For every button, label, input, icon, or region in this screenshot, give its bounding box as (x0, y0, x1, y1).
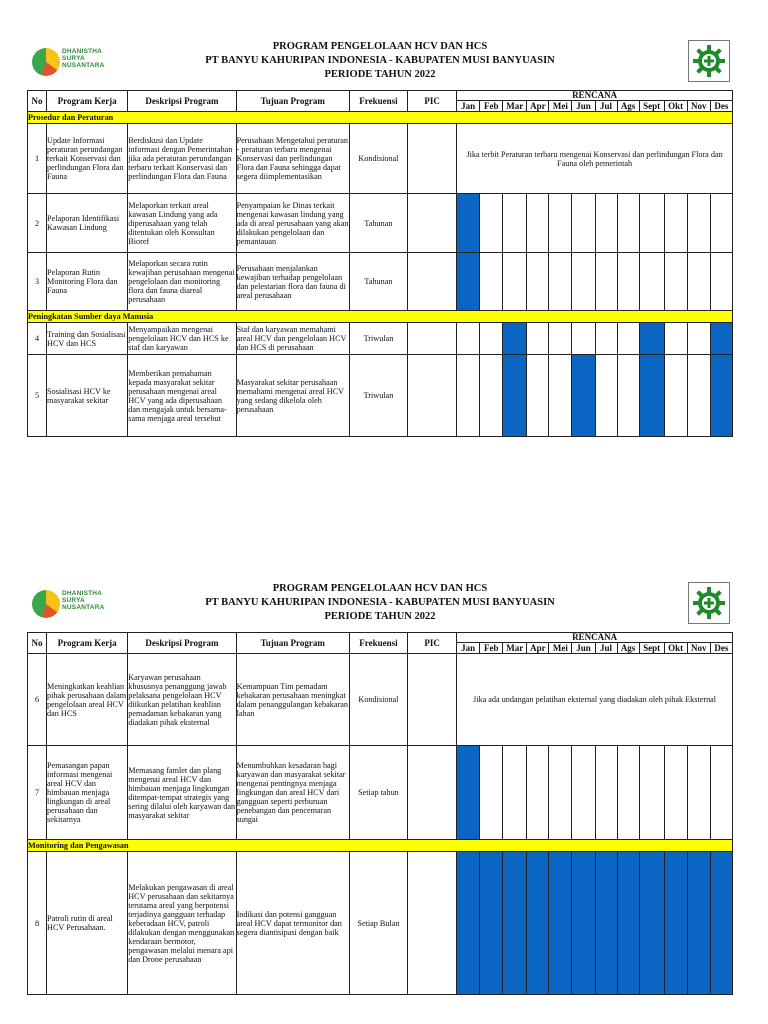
month-header: Nov (687, 101, 710, 112)
plan-cell-filled (710, 323, 732, 355)
col-header-tujuan: Tujuan Program (236, 91, 349, 112)
pic (408, 654, 457, 746)
table-row (28, 124, 733, 194)
plan-cell-empty (503, 253, 527, 311)
frekuensi: Kondisional (349, 124, 407, 194)
plan-cell-filled (457, 194, 480, 253)
plan-cell-empty (527, 323, 549, 355)
schedule-note: Jika ada undangan pelatihan eksternal yang diadakan oleh pihak Eksternal (457, 654, 733, 746)
plan-cell-filled (572, 852, 595, 995)
month-header: Okt (664, 643, 687, 654)
plan-cell-empty (572, 746, 595, 840)
deskripsi-program: Memasang famlet dan plang mengenai areal HCV dan himbauan menjaga lingkungan ditempat-tempat strategis yang sering dilalui oleh karyawan dan masyarakat sekitar (128, 746, 236, 840)
plan-table (27, 90, 733, 437)
month-header: Apr (527, 101, 549, 112)
plan-cell-empty (480, 746, 503, 840)
plan-cell-empty (617, 253, 639, 311)
frekuensi: Kondisional (349, 654, 407, 746)
col-header-no: No (28, 91, 47, 112)
plan-cell-empty (572, 323, 595, 355)
plan-cell-empty (503, 746, 527, 840)
plan-cell-filled (457, 852, 480, 995)
section-row (28, 840, 733, 852)
month-header: Jan (457, 101, 480, 112)
row-number: 4 (28, 323, 47, 355)
plan-cell-filled (595, 852, 617, 995)
plan-cell-empty (664, 355, 687, 437)
plan-cell-empty (595, 194, 617, 253)
plan-cell-filled (457, 253, 480, 311)
pic (408, 852, 457, 995)
month-header: Jul (595, 643, 617, 654)
month-header: Nov (687, 643, 710, 654)
plan-cell-filled (503, 323, 527, 355)
pic (408, 124, 457, 194)
month-header: Ags (617, 101, 639, 112)
plan-cell-filled (639, 852, 664, 995)
month-header: Apr (527, 643, 549, 654)
plan-cell-empty (617, 355, 639, 437)
plan-cell-filled (639, 323, 664, 355)
plan-cell-empty (527, 194, 549, 253)
pic (408, 323, 457, 355)
table-row (28, 852, 733, 995)
program-kerja: Patroli rutin di areal HCV Perusahaan. (47, 852, 128, 995)
deskripsi-program: Berdiskusi dan Update informasi dengan Pemerintahan jika ada peraturan perundangan terbaru terkait Konservasi dan perlindungan Flora dan Fauna (128, 124, 236, 194)
plan-table (27, 632, 733, 995)
table-row (28, 194, 733, 253)
plan-cell-empty (687, 253, 710, 311)
month-header: Mei (549, 101, 572, 112)
plan-cell-filled (503, 852, 527, 995)
plan-cell-empty (664, 323, 687, 355)
deskripsi-program: Menyampaikan mengenai pengelolaan HCV dan HCS ke staf dan karyawan (128, 323, 236, 355)
plan-cell-filled (710, 355, 732, 437)
plan-cell-empty (595, 355, 617, 437)
table-row (28, 746, 733, 840)
plan-cell-empty (664, 194, 687, 253)
col-header-rencana: RENCANA (457, 91, 733, 101)
document-title: PROGRAM PENGELOLAAN HCV DAN HCS PT BANYU KAHURIPAN INDONESIA - KABUPATEN MUSI BANYUASIN PERIODE TAHUN 2022 (205, 41, 555, 80)
month-header: Jan (457, 643, 480, 654)
plan-cell-empty (503, 194, 527, 253)
tujuan-program: Penyampaian ke Dinas terkait mengenai kawasan lindung yang ada di areal perusahaan yang akan dilakukan pengelolaan dan pemantauan (236, 194, 349, 253)
row-number: 8 (28, 852, 47, 995)
plan-cell-filled (664, 852, 687, 995)
plan-cell-empty (480, 253, 503, 311)
month-header: Feb (480, 101, 503, 112)
row-number: 2 (28, 194, 47, 253)
plan-cell-empty (687, 194, 710, 253)
gear-cross-icon (688, 582, 730, 624)
plan-cell-empty (639, 253, 664, 311)
frekuensi: Setiap tahun (349, 746, 407, 840)
tujuan-program: Perusahaan menjalankan kewajiban terhadap pengelolaan dan pelestarian flora dan fauna di areal perusahaan (236, 253, 349, 311)
plan-cell-empty (549, 746, 572, 840)
plan-cell-empty (457, 355, 480, 437)
plan-cell-filled (480, 852, 503, 995)
plan-cell-empty (617, 194, 639, 253)
plan-cell-empty (687, 323, 710, 355)
plan-cell-filled (549, 852, 572, 995)
table-row (28, 355, 733, 437)
program-kerja: Meningkatkan keahlian pihak perusahaan dalam pengelolaan areal HCV dan HCS (47, 654, 128, 746)
month-header: Ags (617, 643, 639, 654)
month-header: Jul (595, 101, 617, 112)
col-header-tujuan: Tujuan Program (236, 633, 349, 654)
frekuensi: Tahunan (349, 194, 407, 253)
plan-cell-empty (572, 194, 595, 253)
col-header-pic: PIC (408, 633, 457, 654)
tujuan-program: Staf dan karyawan memahami areal HCV dan pengelolaan HCV dan HCS di perusahaan (236, 323, 349, 355)
plan-cell-empty (480, 194, 503, 253)
month-header: Mar (503, 101, 527, 112)
tujuan-program: Perusahaan Mengetahui peraturan - peraturan terbaru mengenai Konservasi dan perlindungan Flora dan Fauna sehingga dapat segera diimplementasikan (236, 124, 349, 194)
plan-cell-empty (457, 323, 480, 355)
sun-logo-icon (32, 590, 60, 618)
plan-cell-empty (595, 323, 617, 355)
month-header: Okt (664, 101, 687, 112)
deskripsi-program: Karyawan perusahaan khususnya penanggung jawab pelaksana pengelolaan HCV diikutkan pelatihan keahlian pemadaman kebakaran yang diadakan pihak eksternal (128, 654, 236, 746)
month-header: Sept (639, 101, 664, 112)
month-header: Jun (572, 101, 595, 112)
plan-cell-empty (664, 746, 687, 840)
schedule-note: Jika terbit Peraturan terbaru mengenai Konservasi dan perlindungan Flora dan Fauna oleh pemerintah (457, 124, 733, 194)
logo-text: DHANISTHA SURYA NUSANTARA (62, 48, 105, 69)
plan-cell-filled (572, 355, 595, 437)
month-header: Des (710, 101, 732, 112)
plan-cell-filled (527, 852, 549, 995)
program-kerja: Update Informasi peraturan perundangan terkait Konservasi dan perlindungan Flora dan Fauna (47, 124, 128, 194)
plan-cell-empty (595, 746, 617, 840)
plan-cell-empty (617, 746, 639, 840)
row-number: 5 (28, 355, 47, 437)
section-row (28, 311, 733, 323)
deskripsi-program: Melaporkan secara rutin kewajiban perusahaan mengenai pengelolaan dan monitoring flora dan fauna diareal perusahaan (128, 253, 236, 311)
plan-cell-filled (617, 852, 639, 995)
section-label: Prosedur dan Peraturan (28, 112, 733, 124)
col-header-program: Program Kerja (47, 91, 128, 112)
plan-cell-filled (457, 746, 480, 840)
pic (408, 355, 457, 437)
document-title: PROGRAM PENGELOLAAN HCV DAN HCS PT BANYU KAHURIPAN INDONESIA - KABUPATEN MUSI BANYUASIN PERIODE TAHUN 2022 (205, 583, 555, 622)
page-header (0, 36, 768, 96)
frekuensi: Setiap Bulan (349, 852, 407, 995)
company-logo (32, 44, 122, 84)
plan-cell-empty (527, 253, 549, 311)
deskripsi-program: Melakukan pengawasan di areal HCV perusahaan dan sekitarnya terutama areal yang berpotensi terjadinya gangguan terhadap keberadaan HCV, patroli dilakukan dengan menggunakan kendaraan bermotor, pengawasan melalui menara api dan Drone perusahaan (128, 852, 236, 995)
month-header: Feb (480, 643, 503, 654)
col-header-rencana: RENCANA (457, 633, 733, 643)
plan-cell-empty (687, 355, 710, 437)
plan-cell-empty (549, 355, 572, 437)
month-header: Sept (639, 643, 664, 654)
row-number: 1 (28, 124, 47, 194)
tujuan-program: Masyarakat sekitar perusahaan memahami mengenai areal HCV yang sedang dikelola oleh perusahaan (236, 355, 349, 437)
tujuan-program: Kemampuan Tim pemadam kebakaran perusahaan meningkat dalam penanggulangan kebakaran lahan (236, 654, 349, 746)
plan-cell-empty (710, 194, 732, 253)
pic (408, 253, 457, 311)
row-number: 3 (28, 253, 47, 311)
row-number: 6 (28, 654, 47, 746)
plan-cell-empty (595, 253, 617, 311)
month-header: Jun (572, 643, 595, 654)
col-header-no: No (28, 633, 47, 654)
table-row (28, 323, 733, 355)
plan-cell-empty (572, 253, 595, 311)
plan-cell-filled (503, 355, 527, 437)
plan-cell-empty (549, 253, 572, 311)
plan-cell-empty (527, 355, 549, 437)
gear-cross-icon (688, 40, 730, 82)
deskripsi-program: Melaporkan terkait areal kawasan Lindung yang ada diperusahaan yang telah ditentukan oleh Konsultan Bioref (128, 194, 236, 253)
program-kerja: Pemasangan papan informasi mengenai areal HCV dan himbauan menjaga lingkungan di areal perusahaan dan sekitarnya (47, 746, 128, 840)
plan-cell-empty (480, 355, 503, 437)
company-logo (32, 586, 122, 626)
plan-cell-empty (480, 323, 503, 355)
plan-cell-filled (710, 852, 732, 995)
sun-logo-icon (32, 48, 60, 76)
col-header-frekuensi: Frekuensi (349, 91, 407, 112)
col-header-program: Program Kerja (47, 633, 128, 654)
pic (408, 746, 457, 840)
plan-cell-empty (527, 746, 549, 840)
plan-cell-empty (639, 194, 664, 253)
program-kerja: Training dan Sosialisasi HCV dan HCS (47, 323, 128, 355)
plan-cell-filled (687, 852, 710, 995)
logo-text: DHANISTHA SURYA NUSANTARA (62, 590, 105, 611)
col-header-deskripsi: Deskripsi Program (128, 633, 236, 654)
col-header-pic: PIC (408, 91, 457, 112)
tujuan-program: Indikasi dan potensi gangguan areal HCV dapat termonitor dan segera diantisipasi dengan baik (236, 852, 349, 995)
plan-cell-empty (549, 323, 572, 355)
section-row (28, 112, 733, 124)
plan-cell-filled (639, 355, 664, 437)
pic (408, 194, 457, 253)
month-header: Des (710, 643, 732, 654)
table-row (28, 253, 733, 311)
plan-cell-empty (617, 323, 639, 355)
month-header: Mei (549, 643, 572, 654)
col-header-frekuensi: Frekuensi (349, 633, 407, 654)
program-kerja: Sosialisasi HCV ke masyarakat sekitar (47, 355, 128, 437)
section-label: Peningkatan Sumber daya Manusia (28, 311, 733, 323)
frekuensi: Triwulan (349, 323, 407, 355)
plan-cell-empty (664, 253, 687, 311)
row-number: 7 (28, 746, 47, 840)
month-header: Mar (503, 643, 527, 654)
plan-cell-empty (549, 194, 572, 253)
section-label: Monitoring dan Pengawasan (28, 840, 733, 852)
frekuensi: Triwulan (349, 355, 407, 437)
plan-cell-empty (710, 746, 732, 840)
plan-cell-empty (687, 746, 710, 840)
plan-cell-empty (710, 253, 732, 311)
table-row (28, 654, 733, 746)
program-kerja: Pelaporan Rutin Monitoring Flora dan Fauna (47, 253, 128, 311)
plan-cell-empty (639, 746, 664, 840)
page-header (0, 578, 768, 638)
program-kerja: Pelaporan Identifikasi Kawasan Lindung (47, 194, 128, 253)
frekuensi: Tahunan (349, 253, 407, 311)
deskripsi-program: Memberikan pemahaman kepada masyarakat sekitar perusahaan mengenai areal HCV yang ada diperusahaan dan mengajak untuk bersama-sama menjaga areal tersebut (128, 355, 236, 437)
col-header-deskripsi: Deskripsi Program (128, 91, 236, 112)
tujuan-program: Menumbuhkan kesadaran bagi karyawan dan masyarakat sekitar mengenai pentingnya menjaga lingkungan dan areal HCV dari gangguan seperti perburuan penebangan dan pencemaran sungai (236, 746, 349, 840)
